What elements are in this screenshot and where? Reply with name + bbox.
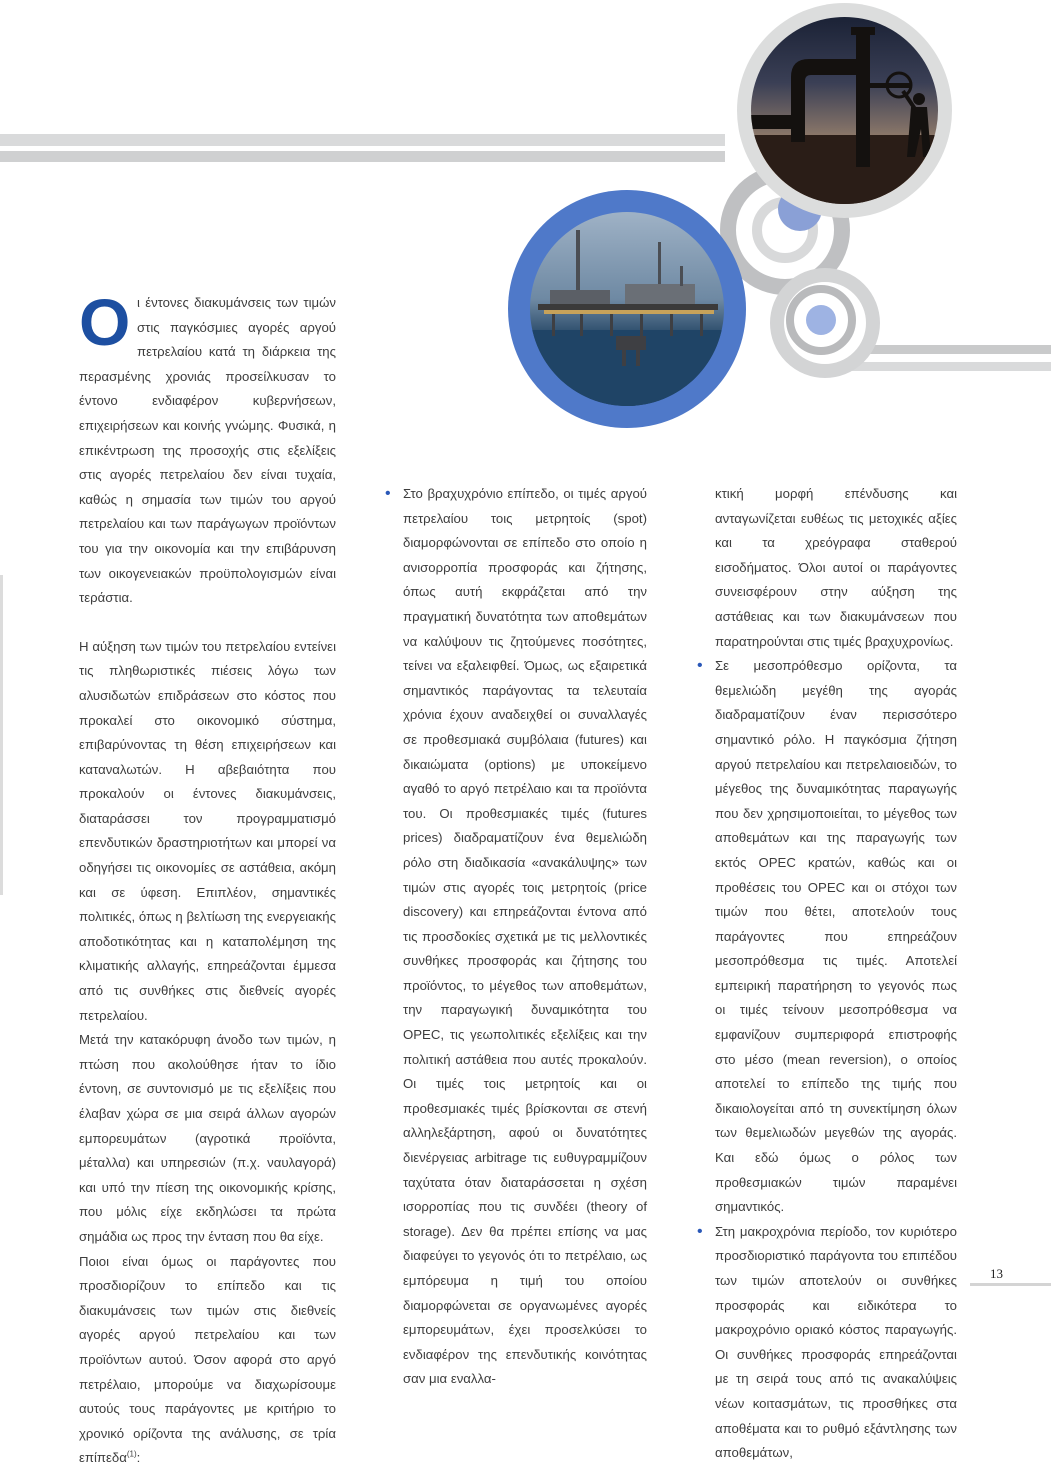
decorative-band-top-secondary [0, 151, 725, 162]
bullet-long-term: • Στη μακροχρόνια περίοδο, τον κυριότερο προσδιοριστικό παράγοντα του επιπέδου των τιμών αποτελούν οι συνθήκες προσφοράς και ειδικότερα το μακροχρόνιο οριακό κόστος παραγωγής. Οι συνθήκες προσφοράς επηρεάζονται με τη σειρά τους από τις ανακαλύψεις νέων κοιτασμάτων, τις προσθήκες στα αποθέματα και το ρυθμό εξάντλησης των αποθεμάτων, [697, 1220, 957, 1466]
bullet-medium-term: • Σε μεσοπρόθεσμο ορίζοντα, τα θεμελιώδη μεγέθη της αγοράς διαδραματίζουν έναν περισσότερο σημαντικό ρόλο. Η παγκόσμια ζήτηση αργού πετρελαίου και πετρελαιοειδών, το μέγεθος της δυναμικότητας παραγωγής που δεν χρησιμοποιείται, το μέγεθος των αποθεμάτων και της παραγωγής των εκτός OPEC κρατών, καθώς και οι προθέσεις του OPEC και οι στόχοι των τιμών που θέτει, αποτελούν τους παράγοντες που επηρεάζουν μεσοπρόθεσμα τις τιμές. Αποτελεί εμπειρική παρατήρηση το γεγονός πως οι τιμές τείνουν μεσοπρόθεσμα να εμφανίζουν συμπεριφορά επιστροφής στο μέσο (mean reversion), ο οποίος αποτελεί το επίπεδο της τιμής που δικαιολογείται από τη συνεκτίμηση όλων των θεμελιωδών μεγεθών της αγοράς. Και εδώ όμως ο ρόλος των προθεσμιακών τιμών παραμένει σημαντικός. [697, 654, 957, 1220]
decorative-band-right-secondary [830, 362, 1051, 371]
footer-rule [970, 1283, 1051, 1286]
offshore-platform-photo [530, 212, 724, 406]
bullet-continuation: κτική μορφή επένδυσης και ανταγωνίζεται ευθέως τις μετοχικές αξίες και τα χρεόγραφα σταθερού εισοδήματος. Όλοι αυτοί οι παράγοντες συνεισφέρουν στην αύξηση της αστάθειας και των διακυμάνσεων που παρατηρούνται στις τιμές βραχυχρονίως. [715, 486, 957, 649]
bullet-short-term: • Στο βραχυχρόνιο επίπεδο, οι τιμές αργού πετρελαίου τοις μετρητοίς (spot) διαμορφώνονται σε επίπεδο στο οποίο η ανισορροπία προσφοράς και ζήτησης, όπως αυτή εκφράζεται από την πραγματική δυνατότητα των αποθεμάτων να καλύψουν τις ζητούμενες ποσότητες, τείνει να εξαλειφθεί. Όμως, ως εξαιρετικά σημαντικός παράγοντας τα τελευταία χρόνια έχουν αναδειχθεί οι συναλλαγές σε προθεσμιακά συμβόλαια (futures) και δικαιώματα (options) με υποκείμενο αγαθό το αργό πετρέλαιο και τα προϊόντα του. Οι προθεσμιακές τιμές (futures prices) διαδραματίζουν ένα θεμελιώδη ρόλο στη διαδικασία «ανακάλυψης» των τιμών στις αγορές τοις μετρητοίς (price discovery) και επηρεάζονται έντονα από τις προσδοκίες σχετικά με τις μελλοντικές συνθήκες προσφοράς και ζήτησης του προϊόντος, το μέγεθος των αποθεμάτων, την παραγωγική δυναμικότητα του OPEC, τις γεωπολιτικές εξελίξεις και την πολιτική αστάθεια που αυτές προκαλούν. Οι τιμές τοις μετρητοίς και οι προθεσμιακές τιμές βρίσκονται σε στενή αλληλεξάρτηση, αφού οι δυνατότητες διενέργειας arbitrage τις ευθυγραμμίζουν ταχύτατα όταν διαταράσσεται η σχέση ισορροπίας που τις συνδέει (theory of storage). Δεν θα πρέπει επίσης να μας διαφεύγει το γεγονός ότι το πετρέλαιο, ως εμπόρευμα η τιμή του οποίου διαμορφώνεται σε οργανωμένες αγορές εμπορευμάτων, έχει προσελκύσει το ενδιαφέρον της επενδυτικής κοινότητας σαν μια εναλλα- [385, 482, 647, 1392]
paragraph: Μετά την κατακόρυφη άνοδο των τιμών, η πτώση που ακολούθησε ήταν το ίδιο έντονη, σε συντονισμό με τις εξελίξεις που έλαβαν χώρα σε μια σειρά άλλων αγορών εμπορευμάτων (αγροτικά προϊόντα, μέταλλα) και υπηρεσιών (π.χ. ναυλαγορά) και υπό την πίεση της οικονομικής κρίσης, που μόλις είχε εκδηλώσει τα πρώτα σημάδια ως προς την ένταση που θα είχε. [79, 1032, 336, 1244]
bullet-icon: • [697, 1222, 703, 1240]
intro-paragraph: Ο ι έντονες διακυμάνσεις των τιμών στις παγκόσμιες αγορές αργού πετρελαίου κατά τη διάρκεια της περασμένης χρονιάς προσείλκυσαν το έντονο ενδιαφέρον κυβερνήσεων, επιχειρήσεων και κοινής γνώμης. Φυσικά, η επικέντρωση της προσοχής στις εξελίξεις στις αγορές πετρελαίου δεν είναι τυχαία, καθώς η σημασία των τιμών του αργού πετρελαίου και των παράγωγων προϊόντων του για την οικονομία και την επιβάρυνση των οικογενειακών προϋπολογισμών είναι τεράστια. [79, 285, 336, 606]
paragraph: Ποιοι είναι όμως οι παράγοντες που προσδιορίζουν το επίπεδο και τις διακυμάνσεις των τιμών στις διεθνείς αγορές αργού πετρελαίου και των προϊόντων αυτού. Όσον αφορά στο αργό πετρέλαιο, μπορούμε να διαχωρίσουμε αυτούς τους παράγοντες με κριτήριο το χρονικό ορίζοντα της ανάλυσης, σε τρία επίπεδα$^{(1)}$: [79, 1253, 336, 1466]
bullet-icon: • [697, 657, 703, 675]
bullet-icon: • [385, 485, 391, 502]
pipeline-worker-photo [751, 17, 938, 204]
decorative-dot-light-blue [806, 305, 836, 335]
page-edge-marker [0, 575, 3, 895]
drop-cap: Ο [79, 285, 131, 359]
page-number: 13 [990, 1266, 1003, 1281]
article-column-middle [385, 482, 647, 1392]
article-column-right [697, 482, 957, 1466]
paragraph: Η αύξηση των τιμών του πετρελαίου εντείνει τις πληθωριστικές πιέσεις λόγω των αλυσιδωτών επιδράσεων στο κόστος που προκαλεί στο οικονομικό σύστημα, επιβαρύνοντας τη θέση επιχειρήσεων και καταναλωτών. Η αβεβαιότητα που προκαλούν οι έντονες διακυμάνσεις, διαταράσσει τον προγραμματισμό επενδυτικών δραστηριοτήτων και μπορεί να οδηγήσει τις οικονομίες σε αστάθεια, ακόμη και σε ύφεση. Επιπλέον, σημαντικές πολιτικές, όπως η βελτίωση της ενεργειακής αποδοτικότητας και η καταπολέμηση της κλιματικής αλλαγής, επηρεάζονται έμμεσα από τις συνθήκες στις διεθνείς αγορές πετρελαίου. [79, 638, 336, 1023]
article-column-left [79, 285, 336, 1471]
footnote-ref: (1) [126, 1449, 137, 1459]
decorative-band-top [0, 134, 725, 146]
